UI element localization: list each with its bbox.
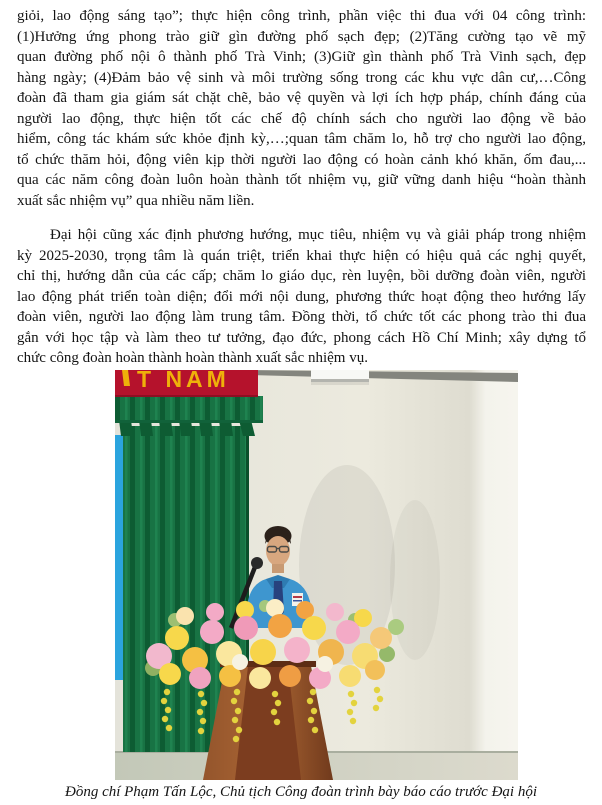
neck xyxy=(272,564,284,573)
text-line: gắn với học tập và làm theo tư tưởng, đạo đức, phong cách Hồ Chí Minh; xây dựng tổ xyxy=(17,329,586,346)
text-line: kỳ 2025-2030, trọng tâm là quán triệt, triển khai thực hiện có hiệu quả các nghị quyết, xyxy=(17,247,586,264)
text-line: đoàn viên, người lao động làm trung tâm. Đồng thời, tổ chức tốt các phong trào thi đua xyxy=(17,309,586,325)
text-line: hiểm, công tác khám sức khỏe định kỳ,…;quan tâm chăm lo, hỗ trợ cho người lao động, xyxy=(17,131,586,147)
text-line: giỏi, lao động sáng tạo”; thực hiện công trình, phần việc thi đua với 04 công trình: xyxy=(17,8,586,24)
text-line: chỉ thị, hướng dẫn của các cấp; chăm lo giáo dục, rèn luyện, bồi dưỡng đoàn viên, người xyxy=(17,268,586,284)
text-line: (1)Hưởng ứng phong trào giữ gìn đường phố sạch đẹp; (2)Tăng cường tạo vẽ mỹ xyxy=(17,28,586,45)
text-line: xuất sắc nhiệm vụ” qua nhiều năm liền. xyxy=(17,192,255,209)
text-line: đoàn đã tham gia giám sát chặt chẽ, bảo vệ quyền và lợi ích hợp pháp, chính đáng của xyxy=(17,90,586,106)
text-line: qua các năm công đoàn luôn hoàn thành tốt nhiệm vụ, giữ vững danh hiệu “hoàn thành xyxy=(17,172,586,188)
banner-text: T NAM xyxy=(137,369,230,392)
paragraph-2 xyxy=(17,225,586,369)
face xyxy=(266,536,290,566)
text-line: hàng ngày; (4)Đảm bảo vệ sinh và môi trường sống trong các khu vực dân cư,…Công xyxy=(17,69,586,86)
red-banner xyxy=(115,370,258,397)
text-line: Đại hội cũng xác định phương hướng, mục tiêu, nhiệm vụ và giải pháp trong nhiệm xyxy=(50,227,586,243)
air-conditioner xyxy=(311,370,369,385)
text-line: quan đường phố nội ô thành phố Trà Vinh; (3)Giữ gìn thành phố Trà Vinh sạch, đẹp xyxy=(17,49,586,65)
text-line: người lao động, thực hiện tốt các chế độ chính sách cho người lao động về bảo xyxy=(17,110,586,127)
paragraph-1 xyxy=(17,6,586,211)
text-line: lao động phát triển toàn diện; đổi mới nội dung, phương thức hoạt động theo hướng lấy xyxy=(17,288,586,305)
photo-illustration xyxy=(115,370,518,780)
text-line: chức công đoàn hoàn thành hoàn thành xuất sắc nhiệm vụ. xyxy=(17,350,368,366)
text-line: tổ chức thăm hỏi, động viên kịp thời người lao động có hoàn cảnh khó khăn, ốm đau,... xyxy=(17,151,586,168)
document-body xyxy=(0,0,602,369)
photo-caption: Đồng chí Phạm Tấn Lộc, Chủ tịch Công đoàn trình bày báo cáo trước Đại hội xyxy=(64,783,537,800)
event-photo xyxy=(115,370,518,780)
